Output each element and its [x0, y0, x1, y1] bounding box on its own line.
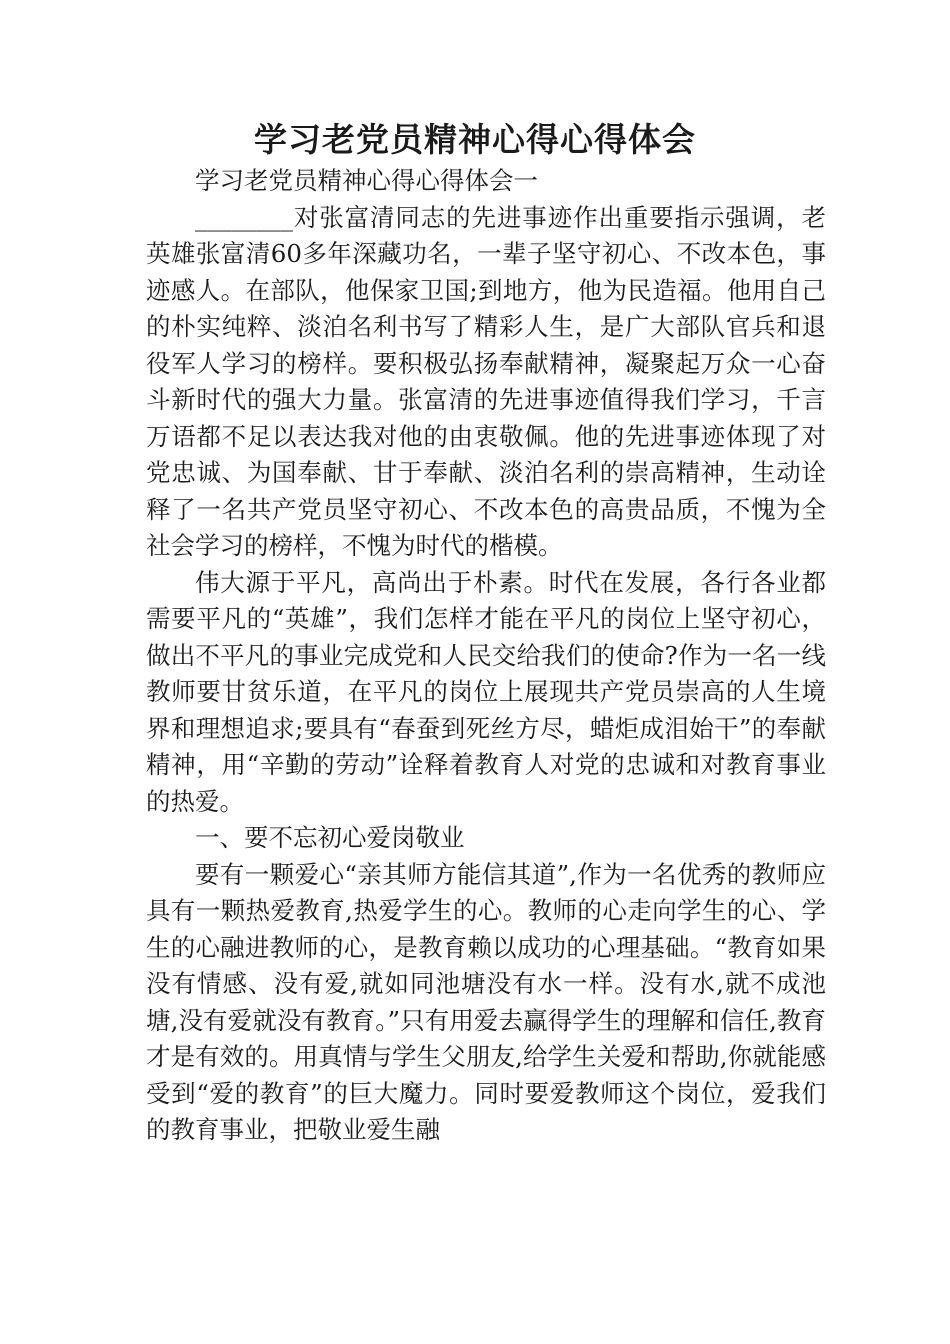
body-paragraph-2: 伟大源于平凡，高尚出于朴素。时代在发展，各行各业都需要平凡的“英雄”，我们怎样才能在平凡的岗位上坚守初心，做出不平凡的事业完成党和人民交给我们的使命?作为一名一线教师要甘贫乐道，在平凡的岗位上展现共产党员崇高的人生境界和理想追求;要具有“春蚕到死丝方尽，蜡炬成泪始干”的奉献精神，用“辛勤的劳动”诠释着教育人对党的忠诚和对教育事业的热爱。	[146, 567, 826, 816]
document-body	[146, 163, 826, 1149]
section-paragraph: 要有一颗爱心“亲其师方能信其道”,作为一名优秀的教师应具有一颗热爱教育,热爱学生的心。教师的心走向学生的心、学生的心融进教师的心，是教育赖以成功的心理基础。“教育如果没有情感、没有爱,就如同池塘没有水一样。没有水,就不成池塘,没有爱就没有教育。”只有用爱去赢得学生的理解和信任,教育才是有效的。用真情与学生父朋友,给学生关爱和帮助,你就能感受到“爱的教育”的巨大魔力。同时要爱教师这个岗位，爱我们的教育事业，把敬业爱生融	[146, 859, 826, 1144]
section-heading: 一、要不忘初心爱岗敬业	[195, 823, 465, 852]
document-title: 学习老党员精神心得心得体会	[254, 120, 696, 159]
body-paragraph-1: ________对张富清同志的先进事迹作出重要指示强调，老英雄张富清60多年深藏功名，一辈子坚守初心、不改本色，事迹感人。在部队，他保家卫国;到地方，他为民造福。他用自己的朴实纯粹、淡泊名利书写了精彩人生，是广大部队官兵和退役军人学习的榜样。要积极弘扬奉献精神，凝聚起万众一心奋斗新时代的强大力量。张富清的先进事迹值得我们学习，千言万语都不足以表达我对他的由衷敬佩。他的先进事迹体现了对党忠诚、为国奉献、甘于奉献、淡泊名利的崇高精神，生动诠释了一名共产党员坚守初心、不改本色的高贵品质，不愧为全社会学习的榜样，不愧为时代的楷模。	[146, 202, 826, 560]
document-subtitle: 学习老党员精神心得心得体会一	[195, 166, 538, 195]
